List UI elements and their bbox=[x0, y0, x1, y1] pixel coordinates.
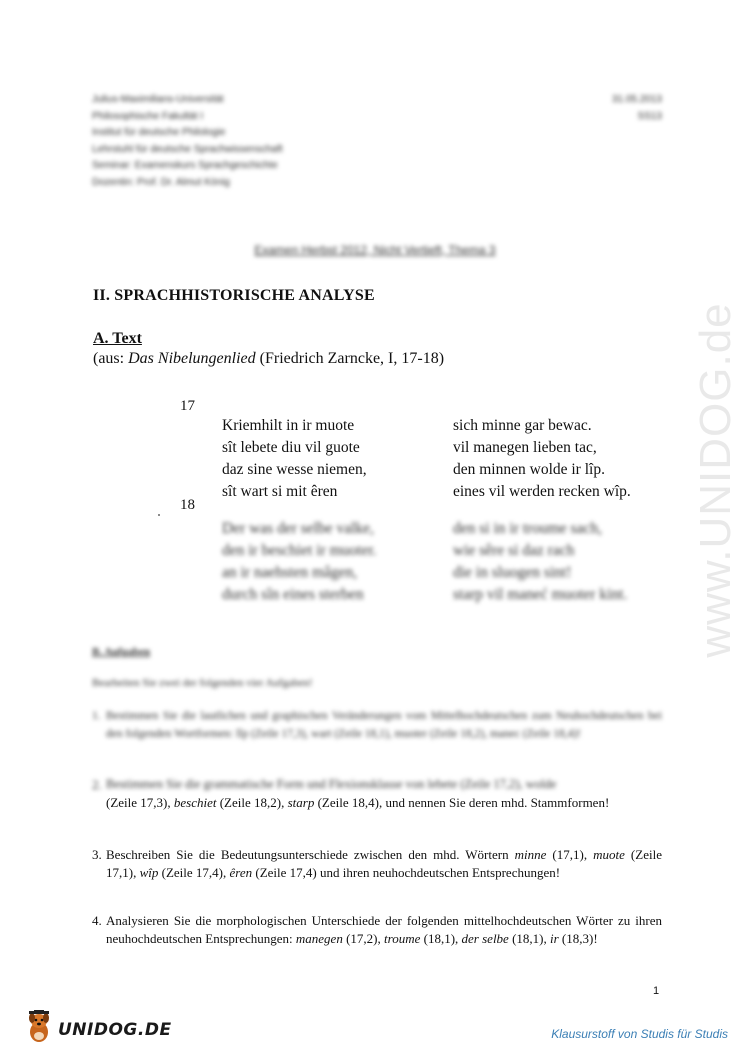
text-run: (18,1), bbox=[508, 930, 550, 946]
stanza-right-column bbox=[453, 415, 631, 503]
verse-line: vil manegen lieben tac, bbox=[453, 439, 597, 456]
task-item bbox=[92, 708, 662, 743]
verse-line: den ir beschiet ir muoter. bbox=[222, 542, 377, 559]
header-line: Julius-Maximilians-Universität bbox=[92, 94, 224, 105]
page-number: 1 bbox=[653, 985, 660, 997]
header-line: Institut für deutsche Philologie bbox=[92, 127, 226, 138]
text-run: Analysieren Sie die morphologischen Unterschiede der folgenden mittelhochdeutschen Wörter zu ihren neuhochdeutschen Entsprechungen: bbox=[106, 913, 662, 946]
text-run: (17,1), bbox=[546, 847, 594, 862]
dog-icon bbox=[24, 1010, 54, 1049]
verse-line: Kriemhilt in ir muote bbox=[222, 417, 355, 434]
task-item bbox=[92, 776, 662, 811]
verse-line: die in sluogen sint! bbox=[453, 564, 572, 581]
source-prefix: (aus: bbox=[93, 350, 129, 367]
text-run: muote bbox=[593, 847, 625, 862]
institution-header bbox=[92, 92, 283, 191]
verse-line: sich minne gar bewac. bbox=[453, 417, 592, 434]
text-run: (18,3)! bbox=[558, 930, 598, 946]
header-line: Philosophische Fakultät I bbox=[92, 110, 204, 122]
task-text-visible bbox=[106, 794, 662, 812]
stanza-left-column bbox=[222, 518, 377, 606]
verse-line: daz sine wesse niemen, bbox=[222, 461, 367, 478]
exam-title: Examen Herbst 2012, Nicht Vertieft, Thema 3 bbox=[254, 243, 496, 257]
date-header bbox=[612, 92, 662, 125]
stanza-number: 18 bbox=[180, 497, 195, 513]
text-run: (Zeile 18,4), und nennen Sie deren mhd. Stammformen! bbox=[314, 794, 610, 810]
verse-line: eines vil werden recken wîp. bbox=[453, 483, 631, 500]
section-heading: II. SPRACHHISTORISCHE ANALYSE bbox=[93, 287, 375, 304]
text-run: (Zeile 17,4), bbox=[158, 864, 230, 880]
text-run: troume bbox=[384, 930, 421, 946]
logo-text: UNIDOG.DE bbox=[58, 1019, 172, 1040]
verse-line: sît lebete diu vil guote bbox=[222, 439, 360, 456]
text-run: êren bbox=[229, 864, 253, 880]
task-number: 2. bbox=[92, 777, 102, 792]
stanza-left-column bbox=[222, 415, 367, 503]
text-run: (Zeile 17,3), bbox=[106, 794, 174, 810]
task-number: 1. bbox=[92, 710, 101, 722]
task-text: Bestimmen Sie die lautlichen und graphischen Veränderungen vom Mittelhochdeutschen zum Neuhochdeutschen bei den folgenden Wortformen: lîp (Zeile 17,3), wart (Zeile 18,1), muoter (Zeile 18,2), manec (Zeile 18,4)! bbox=[106, 710, 662, 740]
header-line: Seminar: Examenskurs Sprachgeschichte bbox=[92, 160, 278, 171]
tasks-intro: Bearbeiten Sie zwei der folgenden vier Aufgaben! bbox=[92, 677, 313, 689]
watermark-text: www.UNIDOG.de bbox=[691, 302, 740, 658]
task-text bbox=[106, 912, 662, 947]
header-date: 31.05.2013 bbox=[611, 94, 662, 105]
task-text-blurred: Bestimmen Sie die grammatische Form und Flexionsklasse von lebete (Zeile 17,2), wolde bbox=[106, 777, 557, 791]
task-text bbox=[106, 846, 662, 881]
text-run: der selbe bbox=[461, 930, 509, 946]
text-run: manegen bbox=[295, 930, 343, 946]
source-suffix: (Friedrich Zarncke, I, 17-18) bbox=[255, 350, 445, 367]
task-number: 3. bbox=[92, 847, 102, 862]
verse-line: an ir naehsten mâgen, bbox=[222, 564, 358, 581]
stanza-number: 17 bbox=[180, 398, 195, 414]
task-item bbox=[92, 912, 662, 947]
text-run: Beschreiben Sie die Bedeutungsunterschiede zwischen den mhd. Wörtern bbox=[106, 847, 515, 862]
text-run: (Zeile 17,1), bbox=[106, 847, 662, 880]
text-run: (Zeile 18,2), bbox=[216, 794, 288, 810]
text-heading: A. Text bbox=[93, 330, 142, 347]
text-run: beschiet bbox=[173, 794, 217, 810]
verse-line: starp vil maneć muoter kint. bbox=[453, 586, 628, 603]
task-number: 4. bbox=[92, 913, 102, 928]
stray-mark bbox=[158, 514, 160, 516]
tasks-heading: B. Aufgaben bbox=[92, 646, 151, 658]
task-text bbox=[106, 776, 662, 811]
text-run: ir bbox=[550, 930, 559, 946]
header-line: Lehrstuhl für deutsche Sprachwissenschaft bbox=[92, 143, 283, 155]
unidog-logo[interactable] bbox=[24, 1010, 172, 1049]
header-semester: SS13 bbox=[637, 110, 662, 122]
text-run: (Zeile 17,4) und ihren neuhochdeutschen Entsprechungen! bbox=[252, 864, 561, 880]
text-run: (17,2), bbox=[342, 930, 384, 946]
verse-line: wie sêre si daz rach bbox=[453, 542, 575, 559]
text-source bbox=[93, 350, 444, 368]
verse-line: den si in ir troume sach, bbox=[453, 520, 602, 537]
verse-line: Der was der selbe valke, bbox=[222, 520, 374, 537]
text-run: wîp bbox=[139, 864, 159, 880]
source-title: Das Nibelungenlied bbox=[128, 350, 256, 367]
verse-line: durch sîn eines sterben bbox=[222, 586, 364, 603]
text-run: (18,1), bbox=[420, 930, 462, 946]
text-run: starp bbox=[287, 794, 315, 810]
verse-line: den minnen wolde ir lîp. bbox=[453, 461, 605, 478]
verse-line: sît wart si mit êren bbox=[222, 483, 338, 500]
text-run: minne bbox=[514, 847, 547, 862]
stanza-right-column bbox=[453, 518, 627, 606]
task-item bbox=[92, 846, 662, 881]
header-line: Dozentin: Prof. Dr. Almut König bbox=[92, 176, 230, 188]
footer-tagline: Klausurstoff von Studis für Studis bbox=[551, 1027, 728, 1041]
